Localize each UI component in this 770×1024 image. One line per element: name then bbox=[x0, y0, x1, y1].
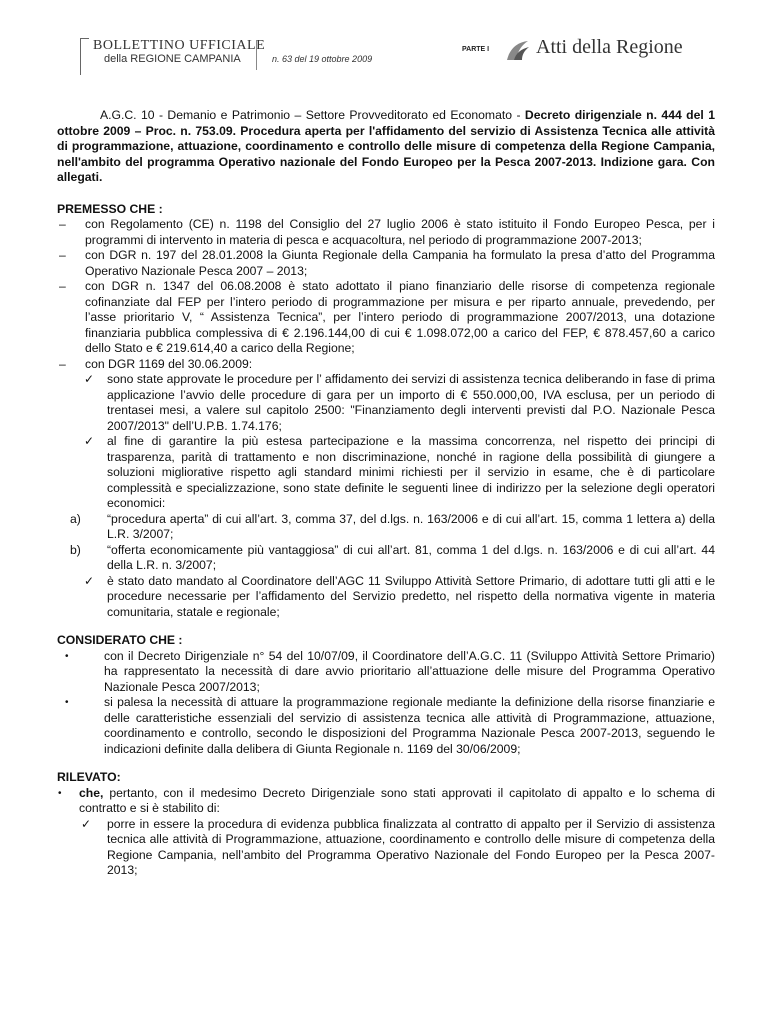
issue-number: n. 63 del 19 ottobre 2009 bbox=[272, 54, 373, 64]
header-divider bbox=[256, 40, 257, 70]
premesso-item-text: con DGR 1169 del 30.06.2009: bbox=[85, 356, 253, 371]
spacer bbox=[57, 757, 715, 770]
bullet-marker: • bbox=[58, 787, 62, 799]
page-header bbox=[0, 0, 770, 90]
criteria-text: “procedura aperta” di cui all’art. 3, comma 37, del d.lgs. n. 163/2006 e di cui all’art. 15, comma 1 lettera a) della L.R. 3/2007; bbox=[107, 511, 715, 541]
premesso-item bbox=[57, 248, 715, 279]
checkmark-icon: ✓ bbox=[84, 372, 95, 386]
header-bracket bbox=[80, 38, 89, 75]
premesso-item-text: con DGR n. 1347 del 06.08.2008 è stato adottato il piano finanziario delle risorse di competenza regionale cofinanziate dal FEP per l’intero periodo di programmazione per misura e per riparto annuale, prevedendo, per l’asse prioritario V, “ Assistenza Tecnica”, per l’intero periodo di programmazione 2007/2013, una dotazione finanziaria pubblica complessiva di € 2.196.144,00 di cui € 1.098.072,00 a carico del FEP, € 878.457,60 a carico dello Stato e € 219.614,40 a carico della Regione; bbox=[85, 279, 715, 355]
section-premesso-title: PREMESSO CHE : bbox=[57, 201, 163, 216]
premesso-item bbox=[57, 279, 715, 357]
bullet-marker: • bbox=[65, 650, 69, 662]
part-label: PARTE I bbox=[462, 46, 490, 53]
considerato-item-text: con il Decreto Dirigenziale n° 54 del 10/07/09, il Coordinatore dell’A.G.C. 11 (Sviluppo Attività Settore Primario) ha rappresentato la necessità di dare avvio prioritario all’attuazione delle misure del Programma Operativo Nazionale Pesca 2007/2013; bbox=[104, 648, 715, 694]
considerato-item bbox=[57, 695, 715, 757]
premesso-subitem bbox=[57, 434, 715, 512]
criteria-item bbox=[57, 543, 715, 574]
premesso-item-text: con Regolamento (CE) n. 1198 del Consiglio del 27 luglio 2006 è stato istituito il Fondo Europeo Pesca, per i programmi di intervento in materia di pesca e acquacoltura, nel periodo di programmazione 2007-2013; bbox=[85, 217, 715, 247]
section-rilevato-title: RILEVATO: bbox=[57, 770, 121, 784]
premesso-item-text: con DGR n. 197 del 28.01.2008 la Giunta Regionale della Campania ha formulato la presa d’atto del Programma Operativo Nazionale Pesca 2007 – 2013; bbox=[85, 248, 715, 278]
dash-marker: – bbox=[59, 248, 66, 262]
premesso-subitem bbox=[57, 574, 715, 621]
premesso-item bbox=[57, 357, 715, 373]
section-considerato-title: CONSIDERATO CHE : bbox=[57, 633, 183, 647]
alpha-marker: a) bbox=[70, 511, 81, 526]
publication-region: della REGIONE CAMPANIA bbox=[104, 53, 241, 65]
checkmark-icon: ✓ bbox=[84, 434, 95, 448]
criteria-item bbox=[57, 512, 715, 543]
rilevato-subitem bbox=[57, 817, 715, 879]
spacer bbox=[57, 620, 715, 633]
criteria-text: “offerta economicamente più vantaggiosa” di cui all’art. 81, comma 1 del d.lgs. n. 163/2006 e di cui all’art. 44 della L.R. n. 3/2007; bbox=[107, 542, 715, 572]
decree-intro bbox=[57, 108, 715, 186]
premesso-subitem bbox=[57, 372, 715, 434]
premesso-subitem-text: al fine di garantire la più estesa partecipazione e la massima concorrenza, nel rispetto dei principi di trasparenza, parità di trattamento e non discriminazione, nonché in ragione della possibilità di giungere a soluzioni migliorative rispetto agli standard minimi richiesti per il servizio in esame, che è di particolare complessità e specializzazione, sono state definite le seguenti linee di indirizzo per la selezione degli operatori economici: bbox=[107, 434, 715, 510]
dash-marker: – bbox=[59, 217, 66, 231]
premesso-item bbox=[57, 217, 715, 248]
rilevato-item-text: pertanto, con il medesimo Decreto Dirigenziale sono stati approvati il capitolato di appalto e lo schema di contratto e si è stabilito di: bbox=[79, 785, 715, 815]
rilevato-item bbox=[57, 786, 715, 817]
considerato-item-text: si palesa la necessità di attuare la programmazione regionale mediante la definizione della risorse finanziarie e delle caratteristiche essenziali del servizio di assistenza tecnica alle attività di Programmazione, attuazione, coordinamento e controllo, secondo le disposizioni del Programma Nazionale Pesca 2007-2013, seguendo le indicazioni definite dalla delibera di Giunta Regionale n. 1169 del 30/06/2009; bbox=[104, 695, 715, 756]
checkmark-icon: ✓ bbox=[81, 816, 92, 831]
considerato-item bbox=[57, 649, 715, 696]
rilevato-subitem-text: porre in essere la procedura di evidenza pubblica finalizzata al contratto di appalto per il Servizio di assistenza tecnica alle attività di Programmazione, attuazione, coordinamento e controllo delle misure di competenza della Regione Campania, nell’ambito del Programma Operativo Nazionale del Fondo Europeo per la Pesca 2007-2013; bbox=[107, 816, 715, 877]
premesso-subitem-text: è stato dato mandato al Coordinatore dell’AGC 11 Sviluppo Attività Settore Primario, di adottare tutti gli atti e le procedure necessarie per l’affidamento del Servizio predetto, nel rispetto della normativa vigente in materia comunitaria, statale e regionale; bbox=[107, 573, 715, 619]
intro-decree-title: Decreto dirigenziale n. 444 del 1 ottobre 2009 – Proc. n. 753.09. Procedura aperta per l'affidamento del servizio di Assistenza Tecnica alle attività di programmazione, attuazione, coordinamento e controllo delle misure di competenza della Regione Campania, nell'ambito del programma Operativo nazionale del Fondo Europeo per la Pesca 2007-2013. Indizione gara. Con allegati. bbox=[57, 108, 715, 184]
section-title: Atti della Regione bbox=[536, 36, 683, 58]
document-body bbox=[57, 108, 715, 879]
region-logo-icon bbox=[504, 38, 532, 64]
dash-marker: – bbox=[59, 279, 66, 293]
bullet-marker: • bbox=[65, 697, 69, 708]
premesso-subitem-text: sono state approvate le procedure per l’ affidamento dei servizi di assistenza tecnica deliberando in fase di prima applicazione l’avvio delle procedure di gara per un importo di € 550.000,00, IVA esclusa, per un periodo di trentasei mesi, a valere sul capitolo 2500: "Finanziamento degli interventi previsti dal P.O. Nazionale Pesca 2007/2013" dell’U.P.B. 1.74.176; bbox=[107, 372, 715, 433]
intro-lead: A.G.C. 10 - Demanio e Patrimonio – Settore Provveditorato ed Economato - bbox=[100, 108, 525, 122]
dash-marker: – bbox=[59, 356, 66, 371]
publication-title: BOLLETTINO UFFICIALE bbox=[93, 38, 266, 53]
rilevato-lead: che, bbox=[79, 785, 104, 800]
checkmark-icon: ✓ bbox=[84, 573, 95, 588]
alpha-marker: b) bbox=[70, 542, 81, 557]
